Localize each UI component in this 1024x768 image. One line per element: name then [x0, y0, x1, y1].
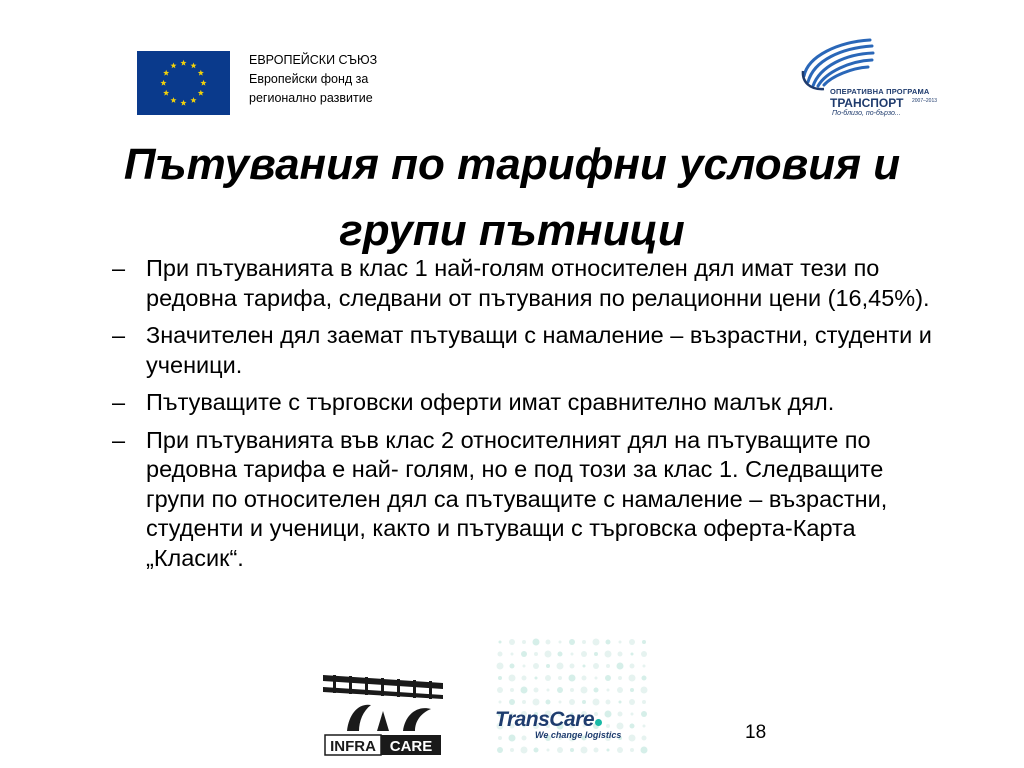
eu-logo-line2: Европейски фонд за — [249, 72, 369, 86]
transcare-dot — [595, 677, 598, 680]
transcare-dot — [510, 748, 514, 752]
transcare-dot — [497, 687, 503, 693]
transcare-dot — [631, 713, 634, 716]
transcare-dot — [629, 699, 635, 705]
op-logo-line1: ОПЕРАТИВНА ПРОГРАМА — [830, 87, 930, 96]
transcare-dot — [641, 687, 648, 694]
transcare-dot — [570, 688, 574, 692]
transcare-dot — [569, 675, 576, 682]
transcare-dot — [617, 747, 623, 753]
transcare-dot — [533, 663, 539, 669]
eu-flag-icon — [137, 51, 230, 115]
transcare-dot — [643, 725, 646, 728]
page-number: 18 — [745, 722, 767, 743]
transcare-dot — [581, 651, 587, 657]
transcare-dot — [547, 689, 550, 692]
transcare-dot — [630, 688, 634, 692]
transcare-dot — [497, 747, 503, 753]
transcare-dot — [558, 652, 563, 657]
transcare-dot — [509, 639, 515, 645]
transcare-dot — [593, 639, 600, 646]
transcare-dot — [521, 747, 528, 754]
transcare-dot — [631, 653, 634, 656]
transcare-dot — [534, 652, 538, 656]
transcare-dot — [522, 700, 526, 704]
transcare-dot — [547, 749, 550, 752]
transcare-dot — [533, 699, 540, 706]
transcare-dot — [643, 665, 646, 668]
transcare-dot — [522, 640, 526, 644]
transcare-dot — [605, 675, 611, 681]
transcare-dot — [642, 700, 646, 704]
transcare-dot — [509, 699, 515, 705]
transcare-dot — [641, 711, 647, 717]
transcare-dot — [629, 675, 636, 682]
transcare-dot — [521, 687, 528, 694]
transcare-dot — [642, 736, 647, 741]
transcare-dot — [594, 688, 599, 693]
transcare-dot — [569, 699, 575, 705]
transcare-dot — [557, 663, 564, 670]
transcare-dot — [546, 640, 551, 645]
list-item — [112, 426, 947, 574]
transcare-dot — [593, 699, 600, 706]
transcare-dot — [617, 687, 623, 693]
infracare-bridge-icon — [319, 665, 447, 759]
transcare-dot — [557, 687, 563, 693]
transcare-name: TransCare — [495, 708, 595, 731]
op-logo-years: 2007–2013 — [912, 98, 938, 104]
transcare-dot — [570, 664, 575, 669]
transcare-dot — [607, 689, 610, 692]
transcare-dot — [499, 641, 502, 644]
bullet-list — [112, 254, 947, 581]
bullet-dash: – — [112, 426, 126, 453]
list-item — [112, 254, 947, 313]
transcare-dot — [497, 663, 504, 670]
transcare-dot — [619, 701, 622, 704]
bullet-text: При пътуванията в клас 1 най-голям относителен дял имат тези по редовна тарифа, следвани от пътувания по релационни цени (16,45%). — [146, 255, 930, 311]
transcare-dot — [570, 748, 574, 752]
bullet-dash: – — [112, 389, 126, 415]
transcare-dot — [581, 687, 588, 694]
transcare-dot — [581, 747, 588, 754]
slide-title: Пътувания по тарифни условия и групи пътници — [123, 140, 901, 255]
transcare-dot — [617, 663, 624, 670]
transcare-dot — [534, 688, 539, 693]
transcare-dot — [498, 652, 503, 657]
transcare-dot — [522, 676, 527, 681]
transcare-dot — [523, 665, 526, 668]
transcare-dot — [607, 749, 610, 752]
op-transport-logo — [798, 36, 954, 126]
transcare-dot — [641, 651, 647, 657]
bullet-dash: – — [112, 255, 126, 281]
transcare-dot — [618, 652, 623, 657]
transcare-dot — [583, 665, 586, 668]
transcare-dot — [642, 640, 646, 644]
transcare-dot — [605, 651, 612, 658]
transcare-dot — [629, 639, 635, 645]
transcare-dot — [559, 701, 562, 704]
transcare-dot — [499, 701, 502, 704]
transcare-dot — [618, 676, 622, 680]
transcare-dot — [606, 664, 610, 668]
transcare-dot — [498, 676, 502, 680]
transcare-dot — [606, 640, 611, 645]
transcare-dot — [510, 688, 514, 692]
infracare-logo — [319, 665, 447, 759]
bullet-dash: – — [112, 322, 126, 348]
transcare-tagline: We change logistics — [535, 730, 622, 740]
transcare-dot — [533, 639, 540, 646]
eu-logo-line1: ЕВРОПЕЙСКИ СЪЮЗ — [249, 53, 378, 67]
bullet-text: При пътуванията във клас 2 относителният дял на пътуващите по редовна тарифа е най- голям, но е под този за клас 1. Следващите групи по относителен дял са пътуващите с намаление – възрастни, студенти и ученици, както и пътуващи с търговска оферта-Карта „Класик“. — [146, 426, 888, 571]
infracare-right-text: CARE — [389, 738, 433, 755]
eu-logo-text — [249, 51, 377, 108]
transcare-dot — [630, 748, 634, 752]
transcare-dot — [535, 677, 538, 680]
transcare-dot — [582, 700, 586, 704]
transcare-dot — [594, 652, 598, 656]
transcare-dot — [571, 653, 574, 656]
transcare-dot-icon — [595, 719, 602, 726]
transcare-dot — [641, 747, 648, 754]
transcare-dot — [593, 663, 599, 669]
list-item — [112, 388, 947, 418]
op-logo-line2: ТРАНСПОРТ — [830, 96, 904, 110]
transcare-dot — [619, 641, 622, 644]
transcare-dot — [545, 675, 551, 681]
transcare-dot — [594, 748, 599, 753]
transcare-dot — [510, 664, 515, 669]
transcare-dot — [606, 700, 611, 705]
list-item — [112, 321, 947, 380]
eu-logo-line3: регионално развитие — [249, 91, 373, 105]
op-logo-slogan: По-близо, по-бързо... — [832, 110, 901, 117]
transcare-dot — [546, 664, 550, 668]
bullet-text: Значителен дял заемат пътуващи с намаление – възрастни, студенти и ученици. — [146, 322, 932, 378]
transcare-dot — [546, 700, 551, 705]
transcare-dot — [630, 664, 635, 669]
transcare-dot — [521, 651, 527, 657]
transcare-dot — [557, 747, 563, 753]
transcare-dot — [630, 724, 635, 729]
transcare-dot — [509, 675, 516, 682]
bullet-text: Пътуващите с търговски оферти имат сравнително малък дял. — [146, 389, 835, 415]
transcare-dot — [582, 640, 586, 644]
transcare-dot — [582, 676, 587, 681]
transcare-dot — [629, 735, 636, 742]
transcare-logo — [495, 708, 621, 740]
transcare-dot — [545, 651, 552, 658]
transcare-dot — [558, 676, 562, 680]
infracare-left-text: INFRA — [330, 738, 376, 755]
transcare-dot — [534, 748, 539, 753]
transcare-dot — [511, 653, 514, 656]
transcare-dot — [559, 641, 562, 644]
transcare-dot — [642, 676, 647, 681]
transcare-dot — [569, 639, 575, 645]
